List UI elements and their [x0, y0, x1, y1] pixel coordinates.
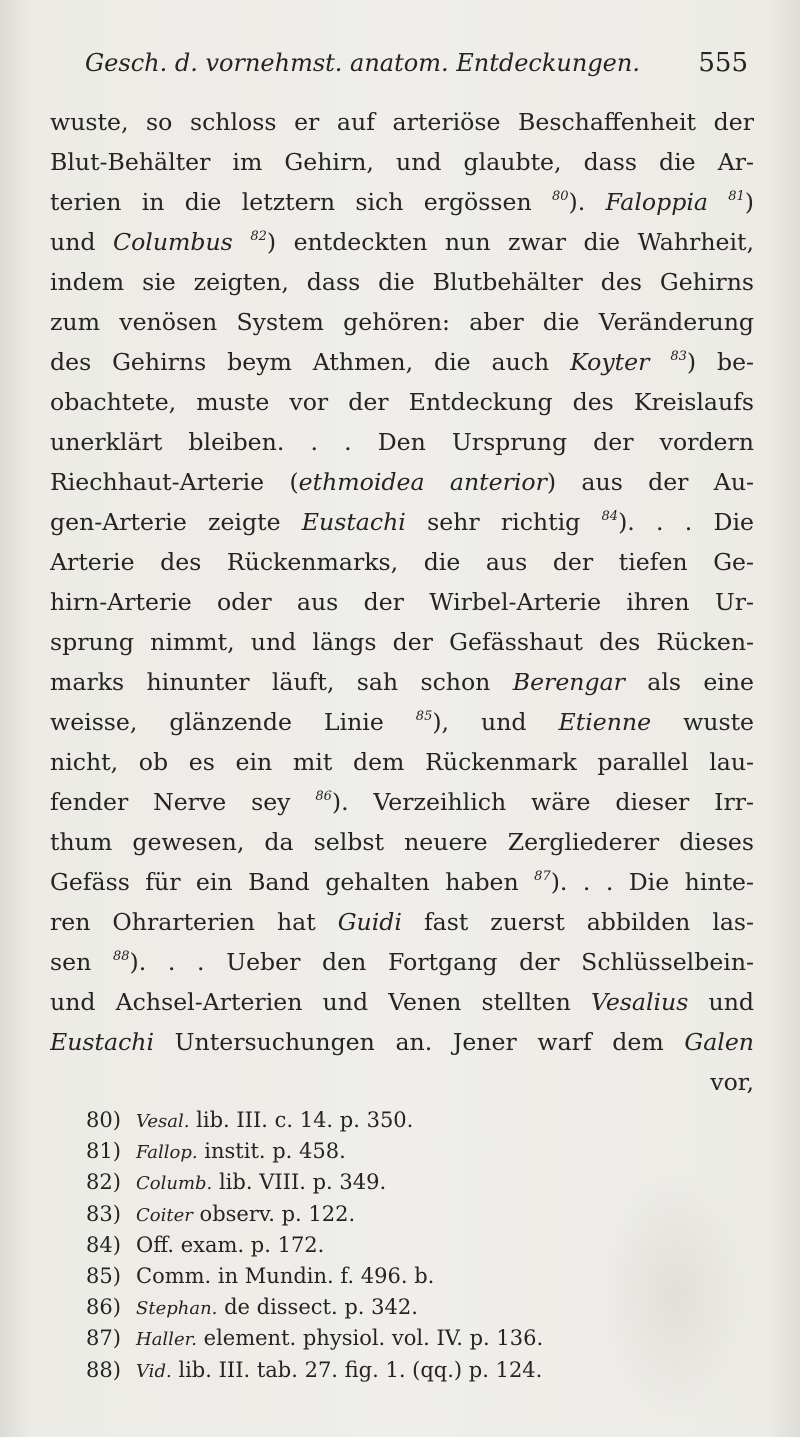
footnote-ref: 88	[112, 949, 130, 964]
text-line: des Gehirns beym Athmen, die auch Koyter $^{83}$) be-	[50, 348, 754, 376]
text-line: sen $^{88}$). . . Ueber den Fortgang der Schlüsselbein-	[50, 948, 754, 976]
running-head: Gesch. d. vornehmst. anatom. Entdeckungen.	[85, 49, 640, 77]
person-name: Eustachi	[50, 1028, 155, 1056]
text-line: obachtete, muste vor der Entdeckung des Kreislaufs	[50, 388, 754, 416]
text-line: Gefäss für ein Band gehalten haben $^{87}$). . . Die hinte-	[50, 868, 754, 896]
text-line: indem sie zeigten, dass die Blutbehälter des Gehirns	[50, 268, 754, 296]
footnote-ref: 85	[415, 709, 433, 724]
page-header	[85, 40, 748, 86]
person-name: Eustachi	[301, 508, 406, 536]
footnote-ref: 80	[551, 189, 569, 204]
footnote: 85) Comm. in Mundin. f. 496. b.	[86, 1263, 435, 1288]
page-number: 555	[698, 48, 748, 78]
footnotes	[86, 1105, 646, 1386]
text-line: terien in die letztern sich ergössen $^{80}$). Faloppia $^{81}$)	[50, 188, 754, 216]
text-line: wuste, so schloss er auf arteriöse Beschaffenheit der	[50, 108, 754, 136]
text-line: gen-Arterie zeigte Eustachi sehr richtig $^{84}$). . . Die	[50, 508, 754, 536]
person-name: Galen	[684, 1028, 754, 1056]
footnote: 83) Coiter observ. p. 122.	[86, 1201, 356, 1226]
catchword: vor,	[710, 1068, 754, 1096]
footnote: 82) Columb. lib. VIII. p. 349.	[86, 1170, 387, 1195]
footnote: 80) Vesal. lib. III. c. 14. p. 350.	[86, 1108, 414, 1132]
text-line: Blut-Behälter im Gehirn, und glaubte, dass die Ar-	[50, 148, 754, 176]
footnote: 87) Haller. element. physiol. vol. IV. p. 136.	[86, 1326, 544, 1351]
footnote: 86) Stephan. de dissect. p. 342.	[86, 1295, 418, 1320]
footnote-ref: 81	[728, 189, 745, 204]
footnote: 81) Fallop. instit. p. 458.	[86, 1139, 346, 1164]
text-line: sprung nimmt, und längs der Gefässhaut des Rücken-	[50, 628, 754, 656]
text-line: thum gewesen, da selbst neuere Zergliederer dieses	[50, 828, 754, 856]
person-name: Berengar	[512, 668, 625, 696]
text-line: marks hinunter läuft, sah schon Berengar als eine	[50, 668, 754, 696]
text-line: unerklärt bleiben. . . Den Ursprung der vordern	[50, 428, 754, 456]
footnote: 88) Vid. lib. III. tab. 27. fig. 1. (qq.) p. 124.	[86, 1357, 543, 1382]
text-line: fender Nerve sey $^{86}$). Verzeihlich wäre dieser Irr-	[50, 788, 754, 816]
person-name: Vesalius	[590, 988, 689, 1016]
person-name: Columbus	[113, 228, 233, 256]
person-name: Koyter	[570, 348, 650, 376]
person-name: Faloppia	[605, 188, 708, 216]
main-text	[50, 102, 754, 1102]
footnote-ref: 86	[315, 789, 332, 804]
person-name: Etienne	[558, 708, 652, 736]
footnote-ref: 87	[534, 869, 551, 884]
footnote-ref: 82	[250, 229, 267, 244]
footnote-ref: 84	[601, 509, 619, 524]
footnote-ref: 83	[670, 349, 687, 364]
text-line: Arterie des Rückenmarks, die aus der tiefen Ge-	[50, 548, 754, 576]
footnote: 84) Off. exam. p. 172.	[86, 1232, 325, 1257]
text-line: Riechhaut-Arterie (ethmoidea anterior) aus der Au-	[50, 468, 754, 496]
text-line: ren Ohrarterien hat Guidi fast zuerst abbilden las-	[50, 908, 754, 936]
latin-term: ethmoidea anterior	[298, 468, 547, 496]
text-line: und Achsel-Arterien und Venen stellten Vesalius und	[50, 988, 754, 1016]
person-name: Guidi	[337, 908, 402, 936]
text-line: zum venösen System gehören: aber die Veränderung	[50, 308, 754, 336]
text-line: weisse, glänzende Linie $^{85}$), und Etienne wuste	[50, 708, 754, 736]
text-line: hirn-Arterie oder aus der Wirbel-Arterie ihren Ur-	[50, 588, 754, 616]
text-line: nicht, ob es ein mit dem Rückenmark parallel lau-	[50, 748, 754, 776]
text-line: und Columbus $^{82}$) entdeckten nun zwar die Wahrheit,	[50, 228, 754, 256]
text-line: Eustachi Untersuchungen an. Jener warf dem Galen	[50, 1028, 754, 1056]
